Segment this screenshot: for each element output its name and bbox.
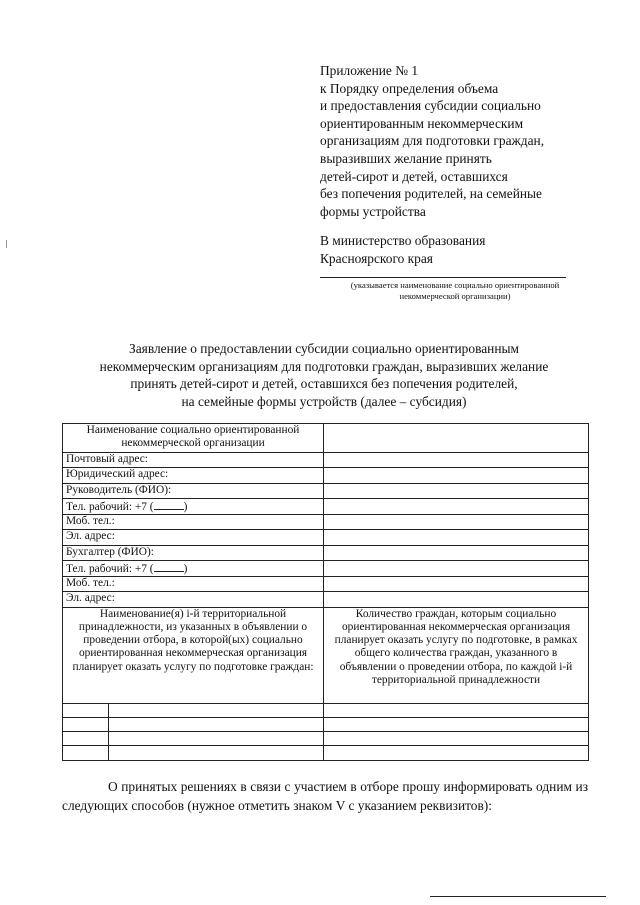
appendix-line: без попечения родителей, на семейные (320, 186, 542, 202)
appendix-line: детей-сирот и детей, оставшихся (320, 168, 508, 184)
notification-paragraph (62, 778, 588, 815)
appendix-line: и предоставления субсидии социально (320, 98, 541, 114)
citizens-count-cell[interactable] (324, 732, 589, 746)
director-mobile-label: Моб. тел.: (63, 515, 324, 530)
row-number-cell[interactable] (63, 746, 109, 760)
appendix-line: формы устройства (320, 203, 426, 219)
accountant-work-phone-value[interactable] (324, 560, 589, 576)
director-email-value[interactable] (324, 530, 589, 545)
title-line: Заявление о предоставлении субсидии социально ориентированным (129, 341, 519, 356)
phone-code-blank[interactable] (154, 561, 184, 572)
organization-name-line[interactable] (320, 277, 566, 278)
organization-name-hint (320, 280, 590, 302)
accountant-value[interactable] (324, 545, 589, 560)
recipient-line: В министерство образования (320, 233, 486, 248)
legal-address-value[interactable] (324, 468, 589, 483)
director-value[interactable] (324, 483, 589, 498)
org-name-value[interactable] (324, 424, 589, 453)
recipient-block (320, 232, 620, 267)
scan-mark (6, 240, 7, 248)
legal-address-label: Юридический адрес: (63, 468, 324, 483)
citizens-count-cell[interactable] (324, 717, 589, 731)
citizens-count-column-header: Количество граждан, которым социально ориентированная некоммерческая организация планирует оказать услугу по подготовке, в рамках общего количества граждан, указанного в объявлении о проведении отбора, по каждой i-й территориальной принадлежности (324, 607, 589, 703)
title-line: принять детей-сирот и детей, оставшихся без попечения родителей, (130, 376, 518, 391)
accountant-email-value[interactable] (324, 592, 589, 607)
phone-prefix: Тел. рабочий: +7 ( (66, 500, 154, 513)
document-title (40, 340, 608, 410)
territory-cell[interactable] (109, 703, 324, 717)
accountant-mobile-value[interactable] (324, 577, 589, 592)
accountant-label: Бухгалтер (ФИО): (63, 545, 324, 560)
appendix-line: организациям для подготовки граждан, (320, 133, 545, 149)
director-label: Руководитель (ФИО): (63, 483, 324, 498)
territory-cell[interactable] (109, 732, 324, 746)
hint-line: некоммерческой организации) (399, 291, 511, 301)
row-number-cell[interactable] (63, 717, 109, 731)
signature-line[interactable] (430, 896, 606, 897)
appendix-line: выразивших желание принять (320, 150, 492, 166)
phone-close: ) (183, 562, 188, 575)
director-email-label: Эл. адрес: (63, 530, 324, 545)
postal-address-label: Почтовый адрес: (63, 453, 324, 468)
territory-cell[interactable] (109, 746, 324, 760)
accountant-email-label: Эл. адрес: (63, 592, 324, 607)
territory-cell[interactable] (109, 717, 324, 731)
appendix-line: Приложение № 1 (320, 63, 419, 78)
paragraph-text: О принятых решениях в связи с участием в отборе прошу информировать одним из следующих способов (нужное отметить знаком V с указанием реквизитов): (62, 779, 588, 813)
hint-line: (указывается наименование социально ориентированной (350, 280, 560, 290)
accountant-work-phone-label (63, 560, 324, 576)
citizens-count-cell[interactable] (324, 703, 589, 717)
citizens-count-cell[interactable] (324, 746, 589, 760)
director-work-phone-value[interactable] (324, 498, 589, 514)
title-line: на семейные формы устройств (далее – субсидия) (181, 393, 467, 409)
phone-prefix: Тел. рабочий: +7 ( (66, 562, 154, 575)
row-number-cell[interactable] (63, 732, 109, 746)
director-work-phone-label (63, 498, 324, 514)
application-form-table (62, 423, 589, 761)
accountant-mobile-label: Моб. тел.: (63, 577, 324, 592)
director-mobile-value[interactable] (324, 515, 589, 530)
row-number-cell[interactable] (63, 703, 109, 717)
appendix-line: к Порядку определения объема (320, 80, 499, 96)
phone-close: ) (183, 500, 188, 513)
appendix-header (320, 62, 620, 220)
recipient-line: Красноярского края (320, 250, 433, 266)
territory-column-header: Наименование(я) i-й территориальной принадлежности, из указанных в объявлении о проведении отбора, в которой(ых) социально ориентированная некоммерческая организация планирует оказать услугу по подготовке граждан: (63, 607, 324, 703)
org-name-label: Наименование социально ориентированной некоммерческой организации (63, 424, 324, 453)
appendix-line: ориентированным некоммерческим (320, 115, 524, 131)
phone-code-blank[interactable] (154, 499, 184, 510)
postal-address-value[interactable] (324, 453, 589, 468)
title-line: некоммерческим организациям для подготовки граждан, выразивших желание (99, 358, 549, 374)
